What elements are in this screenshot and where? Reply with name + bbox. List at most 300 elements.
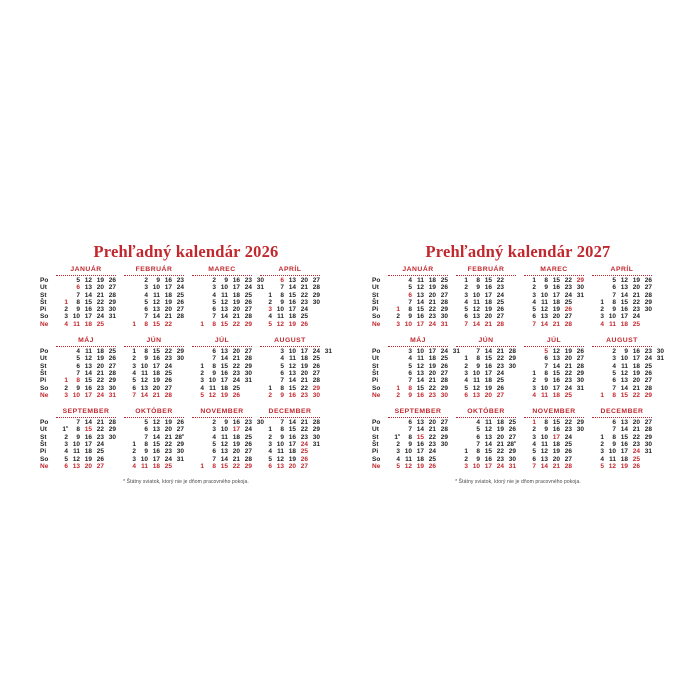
date-cell: 9: [212, 369, 216, 377]
month: [592, 266, 652, 328]
date-cell: 30: [176, 355, 184, 363]
date-cell: 4: [532, 298, 536, 306]
date-cell: 11: [417, 277, 424, 284]
date-cell: 3: [212, 284, 216, 292]
date-cell: 16: [416, 441, 424, 449]
date-cell: 5: [612, 369, 616, 377]
date-cell: [572, 306, 584, 313]
date-cell: 31: [108, 313, 116, 321]
date-cell: 23: [96, 384, 104, 392]
weekday-date-row: [124, 306, 184, 313]
date-cell: 20: [428, 419, 436, 427]
date-cell: [192, 419, 204, 426]
date-cell: 12: [540, 448, 548, 456]
date-cell: 16: [484, 284, 492, 292]
date-cell: 28: [312, 284, 320, 292]
date-cell: 17: [300, 348, 308, 356]
date-cell: 11: [485, 419, 492, 427]
date-cell: 15: [152, 348, 160, 356]
date-cell: 12: [288, 362, 296, 370]
date-cell: 13: [620, 377, 628, 385]
date-cell: 26: [108, 277, 116, 284]
weekday-date-row: [388, 313, 448, 320]
date-cell: [56, 284, 68, 291]
month-name: MÁJ: [78, 337, 94, 345]
date-cell: 21: [96, 369, 104, 377]
date-cell: 19: [164, 419, 172, 427]
date-cell: 14: [288, 419, 296, 427]
date-cell: [192, 426, 204, 433]
date-cell: 30: [244, 369, 252, 377]
date-cell: 15: [620, 391, 628, 399]
state-holiday-asterisk: *: [66, 426, 68, 433]
date-cell: 29: [108, 426, 116, 434]
date-cell: [104, 448, 116, 455]
date-cell: 9: [156, 277, 160, 284]
date-cell: 9: [476, 284, 480, 292]
date-cell: [388, 299, 400, 306]
date-cell: 30: [108, 433, 116, 441]
month-row: [372, 337, 664, 399]
date-cell: 29: [644, 391, 652, 399]
state-holiday-asterisk: *: [182, 433, 184, 440]
date-cell: [524, 348, 536, 355]
date-cell: 28: [108, 369, 116, 377]
date-cell: 29: [508, 355, 516, 363]
date-cell: 26: [440, 362, 448, 370]
weekday-label: Pi: [372, 377, 379, 385]
date-cell: 6: [464, 391, 468, 399]
date-cell: 19: [484, 306, 492, 314]
date-cell: 27: [496, 391, 504, 399]
date-cell: 20: [96, 284, 104, 292]
date-cell: 5: [64, 455, 68, 463]
date-cell: 12: [608, 462, 616, 470]
date-cell: 16: [84, 433, 92, 441]
weekday-date-row: [260, 292, 320, 299]
date-cell: 22: [232, 462, 240, 470]
date-cell: [320, 363, 332, 370]
date-cell: 9: [144, 355, 148, 363]
date-cell: 27: [164, 384, 172, 392]
weekday-date-row: [524, 434, 584, 441]
weekday-label: Po: [372, 419, 381, 427]
month-name: NOVEMBER: [532, 408, 576, 416]
date-cell: [592, 377, 604, 384]
date-cell: [388, 292, 400, 299]
date-cell: 3: [268, 306, 272, 314]
date-cell: 25: [232, 384, 240, 392]
date-cell: 24: [496, 462, 504, 470]
weekday-date-row: [124, 392, 184, 399]
date-cell: 5: [212, 441, 216, 449]
date-cell: [524, 355, 536, 362]
date-cell: 30: [256, 419, 264, 427]
date-cell: 6: [612, 377, 616, 385]
weekday-date-row: [592, 385, 652, 392]
date-cell: 29: [576, 277, 584, 284]
date-cell: 7: [464, 320, 468, 328]
date-cell: [308, 463, 320, 470]
weekday-date-row: [124, 434, 184, 441]
date-cell: 10: [608, 313, 616, 321]
date-cell: 17: [152, 362, 160, 370]
weekday-date-row: [388, 448, 448, 455]
date-cell: 14: [484, 441, 492, 449]
date-cell: 13: [620, 419, 628, 427]
weekday-date-row: [260, 306, 320, 313]
date-cell: 19: [428, 284, 436, 292]
date-cell: 20: [632, 284, 640, 292]
weekday-date-row: [524, 456, 584, 463]
weekday-date-row: [388, 321, 448, 328]
date-cell: 30: [508, 455, 516, 463]
date-cell: [504, 385, 516, 392]
date-cell: 26: [644, 369, 652, 377]
date-cell: 11: [541, 391, 548, 399]
month-name: OKTÓBER: [135, 408, 173, 416]
date-cell: 5: [612, 277, 616, 284]
date-cell: 11: [473, 298, 480, 306]
month-name: MÁJ: [410, 337, 426, 345]
weekday-date-row: [260, 426, 320, 433]
date-cell: [388, 377, 400, 384]
date-cell: 29: [312, 426, 320, 434]
date-cell: 18: [484, 298, 492, 306]
date-cell: 5: [76, 355, 80, 363]
date-cell: 9: [476, 362, 480, 370]
date-cell: 26: [428, 462, 436, 470]
date-cell: 20: [300, 369, 308, 377]
date-cell: 11: [609, 455, 616, 463]
date-cell: 14: [416, 298, 424, 306]
date-cell: [572, 463, 584, 470]
date-cell: 5: [464, 306, 468, 314]
date-cell: [260, 370, 272, 377]
date-cell: 22: [96, 377, 104, 385]
date-cell: 21: [632, 384, 640, 392]
date-cell: 22: [96, 426, 104, 434]
weekday-date-row: [124, 348, 184, 355]
date-cell: 10: [72, 313, 80, 321]
date-cell: 21: [300, 284, 308, 292]
date-cell: 10: [472, 369, 480, 377]
date-cell: 16: [484, 455, 492, 463]
date-cell: 1: [396, 384, 400, 392]
weekday-label: St: [372, 362, 379, 370]
date-cell: 21: [496, 441, 504, 449]
date-cell: 30: [440, 441, 448, 449]
date-cell: 12: [404, 462, 412, 470]
date-cell: 29: [440, 433, 448, 441]
date-cell: 5: [544, 348, 548, 356]
date-cell: 11: [277, 313, 284, 321]
date-cell: 7: [612, 291, 616, 299]
date-cell: 21: [564, 362, 572, 370]
date-cell: 12: [540, 306, 548, 314]
date-cell: 26: [496, 306, 504, 314]
weekday-date-row: [388, 456, 448, 463]
date-cell: 30: [108, 384, 116, 392]
weekday-date-row: [260, 456, 320, 463]
weekday-label-column: [372, 408, 388, 470]
date-cell: 1: [532, 369, 536, 377]
date-cell: [260, 355, 272, 362]
date-cell: 5: [600, 462, 604, 470]
weekday-date-row: [456, 434, 516, 441]
date-cell: 19: [164, 298, 172, 306]
weekday-date-row: [192, 463, 252, 470]
date-cell: 30: [644, 306, 652, 314]
calendar-page-2027: [372, 243, 664, 485]
weekday-date-row: [456, 321, 516, 328]
date-cell: 1: [600, 391, 604, 399]
weekday-date-row: [592, 463, 652, 470]
date-cell: 20: [428, 369, 436, 377]
date-cell: 1: [268, 384, 272, 392]
date-cell: 18: [552, 391, 560, 399]
date-cell: [124, 277, 136, 284]
date-cell: 17: [416, 320, 424, 328]
weekday-date-row: [592, 434, 652, 441]
date-cell: 13: [220, 306, 228, 314]
date-cell: 16: [416, 313, 424, 321]
weekday-date-row: [388, 355, 448, 362]
month-divider-dotted-line: [124, 345, 184, 347]
weekday-date-row: [56, 355, 116, 362]
date-cell: 12: [472, 306, 480, 314]
date-cell: 6: [280, 369, 284, 377]
date-cell: 2: [600, 306, 604, 314]
date-cell: 22: [428, 384, 436, 392]
date-cell: 21: [96, 291, 104, 299]
date-cell: 2: [212, 419, 216, 427]
date-cell: 11: [541, 298, 548, 306]
date-cell: 19: [416, 462, 424, 470]
date-cell: [592, 419, 604, 426]
month: [124, 337, 184, 399]
date-cell: 8: [76, 298, 80, 306]
month-divider-dotted-line: [56, 416, 116, 418]
date-cell: 29: [312, 384, 320, 392]
date-cell: 19: [220, 391, 228, 399]
date-cell: 23: [300, 391, 308, 399]
weekday-date-row: [260, 321, 320, 328]
date-cell: 28*: [174, 433, 184, 441]
date-cell: 11: [73, 448, 80, 456]
date-cell: 26: [644, 277, 652, 284]
date-cell: 25: [496, 298, 504, 306]
date-cell: 9: [76, 384, 80, 392]
date-cell: 3: [532, 433, 536, 441]
weekday-label: Po: [372, 277, 381, 284]
date-cell: 16: [84, 384, 92, 392]
date-cell: 15: [620, 298, 628, 306]
date-cell: 23: [164, 448, 172, 456]
date-cell: 17: [484, 369, 492, 377]
date-cell: 29: [644, 433, 652, 441]
weekday-date-row: [192, 313, 252, 320]
date-cell: 18: [496, 419, 504, 427]
month-divider-dotted-line: [192, 345, 252, 347]
date-cell: 16: [552, 426, 560, 434]
month-divider-dotted-line: [260, 274, 320, 276]
date-cell: [172, 377, 184, 384]
month-divider-dotted-line: [192, 274, 252, 276]
date-cell: 23: [564, 284, 572, 292]
month-grid: [372, 266, 664, 470]
date-cell: 28: [644, 384, 652, 392]
weekday-label: Po: [40, 277, 49, 284]
date-cell: 20: [152, 384, 160, 392]
month-name: APRÍL: [278, 266, 302, 273]
month-divider-dotted-line: [456, 274, 516, 276]
weekday-date-row: [456, 370, 516, 377]
date-cell: 27: [440, 369, 448, 377]
date-cell: 8: [144, 320, 148, 328]
date-cell: 29: [244, 320, 252, 328]
date-cell: [436, 456, 448, 463]
date-cell: 14: [84, 419, 92, 427]
date-cell: 3: [200, 377, 204, 385]
weekday-date-row: [592, 355, 664, 363]
date-cell: [652, 370, 664, 377]
month-name: DECEMBER: [268, 408, 312, 416]
date-cell: 19: [620, 462, 628, 470]
weekday-date-row: [192, 363, 252, 370]
date-cell: 28: [508, 348, 516, 356]
date-cell: 21: [632, 291, 640, 299]
weekday-date-row: [524, 385, 584, 392]
date-cell: 5: [408, 362, 412, 370]
date-cell: [572, 321, 584, 328]
date-cell: 4: [396, 455, 400, 463]
date-cell: 23: [644, 348, 652, 356]
weekday-date-row: [56, 277, 116, 284]
date-cell: [124, 292, 136, 299]
date-cell: [572, 392, 584, 399]
date-cell: 20: [632, 377, 640, 385]
weekday-label: Po: [40, 348, 49, 356]
date-cell: 10: [276, 306, 284, 314]
date-cell: 14: [84, 369, 92, 377]
weekday-date-row: [456, 292, 516, 299]
date-cell: 16: [620, 441, 628, 449]
date-cell: 25: [164, 369, 172, 377]
date-cell: 25: [96, 320, 104, 328]
date-cell: 15: [288, 426, 296, 434]
date-cell: 13: [552, 355, 560, 363]
date-cell: 13: [620, 284, 628, 292]
date-cell: 7: [408, 426, 412, 434]
month-divider-dotted-line: [456, 345, 516, 347]
weekday-date-row: [192, 419, 264, 427]
date-cell: 2: [132, 448, 136, 456]
month-row: [372, 266, 664, 328]
date-cell: [388, 419, 400, 426]
date-cell: 21: [232, 355, 240, 363]
weekday-label: Št: [40, 298, 47, 306]
date-cell: 31: [452, 348, 460, 356]
date-cell: 1: [132, 348, 136, 356]
date-cell: 25: [164, 462, 172, 470]
date-cell: [192, 277, 204, 284]
date-cell: 12: [472, 384, 480, 392]
weekday-label: St: [40, 362, 47, 370]
date-cell: 16: [164, 277, 172, 284]
date-cell: [240, 385, 252, 392]
month-row: [40, 266, 332, 328]
date-cell: 23: [632, 441, 640, 449]
date-cell: 8: [612, 391, 616, 399]
date-cell: 17: [232, 426, 240, 434]
date-cell: 3: [600, 313, 604, 321]
date-cell: 18: [428, 355, 436, 363]
date-cell: 25: [632, 455, 640, 463]
date-cell: 21: [484, 320, 492, 328]
date-cell: 18: [84, 448, 92, 456]
date-cell: 5: [464, 384, 468, 392]
date-cell: 2: [612, 348, 616, 356]
month-divider-dotted-line: [388, 274, 448, 276]
date-cell: 20: [232, 306, 240, 314]
date-cell: 20: [96, 362, 104, 370]
date-cell: 18: [220, 384, 228, 392]
weekday-date-row: [192, 292, 252, 299]
date-cell: 10: [620, 355, 628, 363]
date-cell: 22: [300, 291, 308, 299]
date-cell: 3: [280, 348, 284, 356]
date-cell: 9: [224, 419, 228, 427]
date-cell: 11: [277, 448, 284, 456]
date-cell: 2: [464, 455, 468, 463]
weekday-date-row: [56, 385, 116, 392]
weekday-label-column: [40, 266, 56, 328]
date-cell: 20: [164, 306, 172, 314]
weekday-label: So: [40, 455, 49, 463]
weekday-label: Pi: [40, 306, 47, 314]
date-cell: 18: [632, 362, 640, 370]
date-cell: 15: [552, 369, 560, 377]
date-cell: 20: [496, 433, 504, 441]
weekday-date-row: [260, 377, 320, 384]
date-cell: 6: [408, 369, 412, 377]
weekday-date-row: [524, 348, 584, 355]
weekday-date-row: [524, 463, 584, 470]
date-cell: 6: [612, 284, 616, 292]
date-cell: 5: [532, 448, 536, 456]
date-cell: 19: [232, 441, 240, 449]
date-cell: [56, 277, 68, 284]
date-cell: 16: [288, 298, 296, 306]
date-cell: [192, 284, 204, 291]
weekday-date-row: [192, 392, 252, 399]
date-cell: 6: [212, 448, 216, 456]
date-cell: 24: [564, 291, 572, 299]
date-cell: 10: [540, 291, 548, 299]
date-cell: 2: [396, 391, 400, 399]
date-cell: 4: [408, 355, 412, 363]
date-cell: 30: [644, 441, 652, 449]
date-cell: 26: [232, 391, 240, 399]
date-cell: 6: [212, 306, 216, 314]
date-cell: 20: [164, 426, 172, 434]
weekday-date-row: [388, 277, 448, 284]
date-cell: 9: [280, 433, 284, 441]
date-cell: 17: [632, 355, 640, 363]
date-cell: 21: [552, 320, 560, 328]
month-name: FEBRUÁR: [135, 266, 173, 273]
